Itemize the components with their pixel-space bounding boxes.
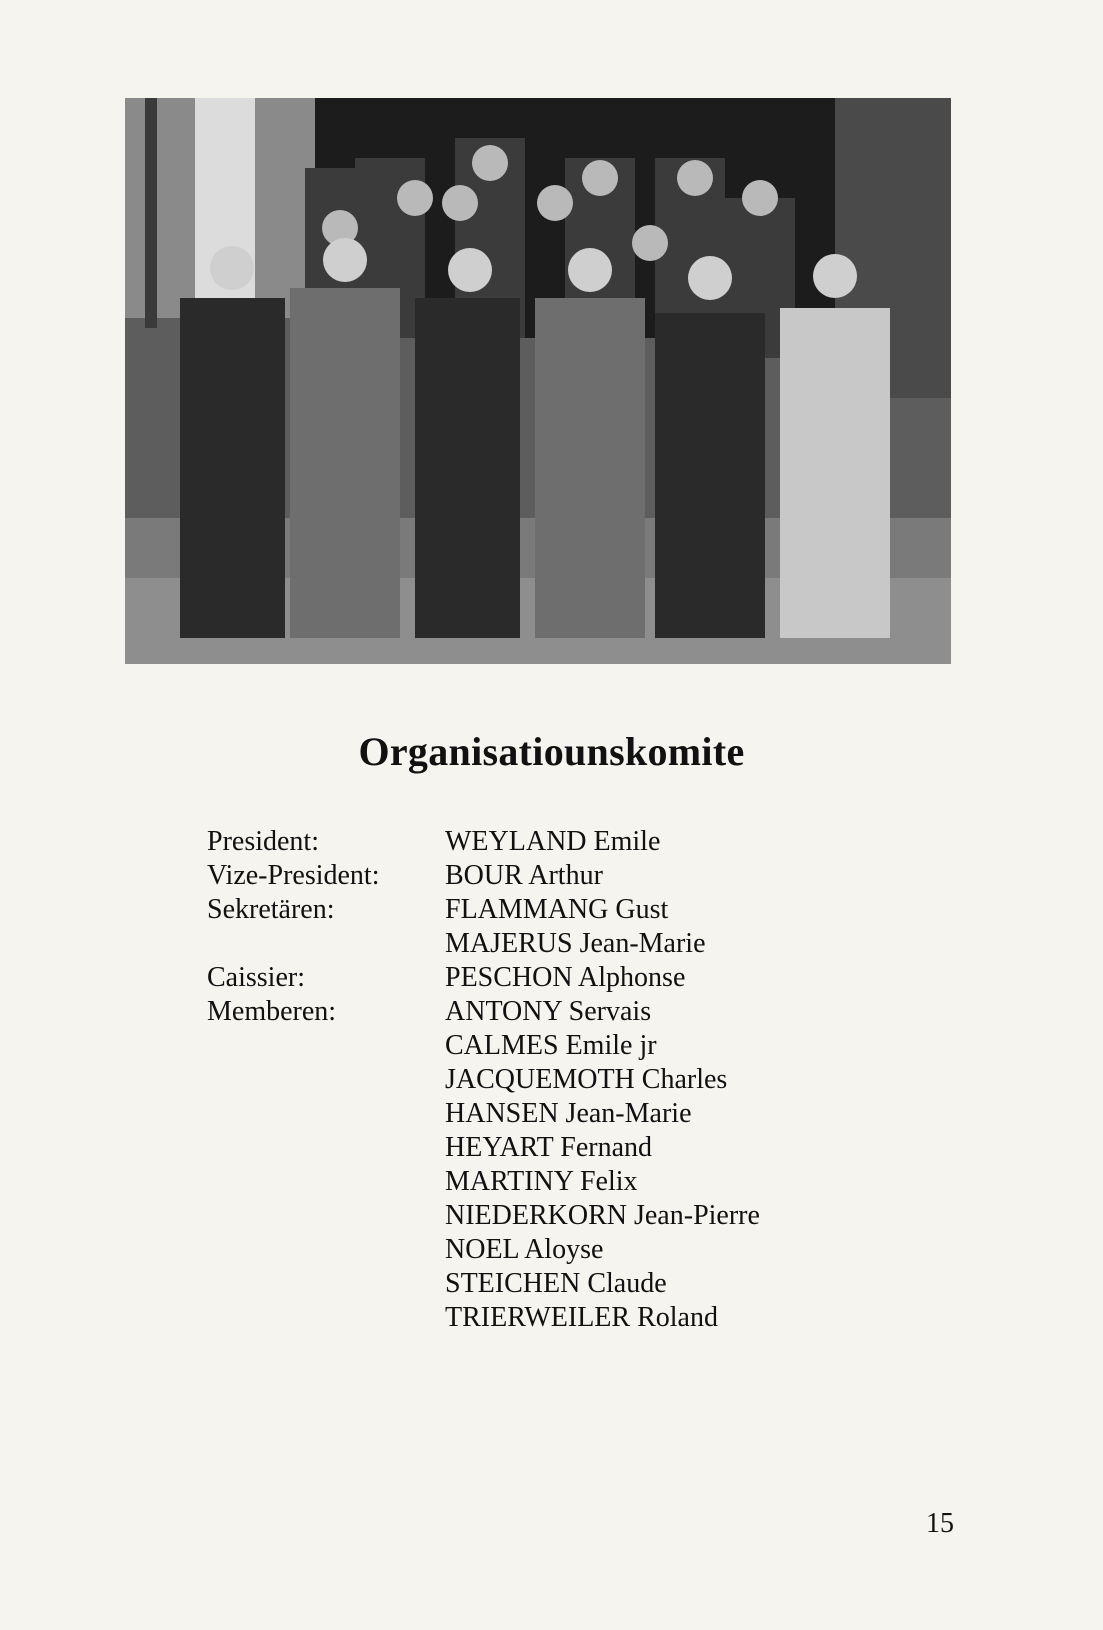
committee-role <box>207 1267 445 1301</box>
committee-row <box>207 1063 760 1097</box>
committee-member: CALMES Emile jr <box>445 1030 657 1061</box>
committee-role: Vize-President: <box>207 860 380 891</box>
committee-role: Sekretären: <box>207 894 335 925</box>
committee-member: NOEL Aloyse <box>445 1234 604 1265</box>
group-photo <box>125 98 951 664</box>
committee-member: NIEDERKORN Jean-Pierre <box>445 1200 760 1231</box>
committee-role <box>207 1301 445 1335</box>
committee-role <box>207 1097 445 1131</box>
committee-row <box>207 1233 760 1267</box>
committee-role <box>207 1199 445 1233</box>
committee-row <box>207 1097 760 1131</box>
committee-role: President: <box>207 826 319 857</box>
committee-row <box>207 1131 760 1165</box>
committee-row <box>207 1301 760 1335</box>
committee-row <box>207 825 760 859</box>
committee-role <box>207 1131 445 1165</box>
committee-row <box>207 1199 760 1233</box>
committee-role <box>207 927 445 961</box>
committee-row <box>207 859 760 893</box>
committee-role <box>207 1063 445 1097</box>
committee-row <box>207 995 760 1029</box>
committee-role: Caissier: <box>207 962 305 993</box>
committee-role <box>207 1165 445 1199</box>
committee-member: HANSEN Jean-Marie <box>445 1098 692 1129</box>
committee-row <box>207 1165 760 1199</box>
committee-member: MARTINY Felix <box>445 1166 638 1197</box>
committee-member: PESCHON Alphonse <box>445 962 686 993</box>
committee-member: ANTONY Servais <box>445 996 652 1027</box>
committee-row <box>207 927 760 961</box>
committee-row <box>207 1029 760 1063</box>
committee-member: WEYLAND Emile <box>445 826 661 857</box>
committee-member: BOUR Arthur <box>445 860 603 891</box>
committee-member: HEYART Fernand <box>445 1132 653 1163</box>
page-number: 15 <box>926 1508 954 1539</box>
committee-member: TRIERWEILER Roland <box>445 1302 718 1333</box>
committee-member: MAJERUS Jean-Marie <box>445 928 706 959</box>
committee-member: FLAMMANG Gust <box>445 894 669 925</box>
committee-role <box>207 1233 445 1267</box>
committee-row <box>207 961 760 995</box>
committee-list <box>207 825 760 1335</box>
committee-member: STEICHEN Claude <box>445 1268 667 1299</box>
committee-row <box>207 1267 760 1301</box>
committee-row <box>207 893 760 927</box>
committee-member: JACQUEMOTH Charles <box>445 1064 728 1095</box>
page-title: Organisatiounskomite <box>358 729 745 774</box>
committee-role: Memberen: <box>207 996 337 1027</box>
committee-role <box>207 1029 445 1063</box>
